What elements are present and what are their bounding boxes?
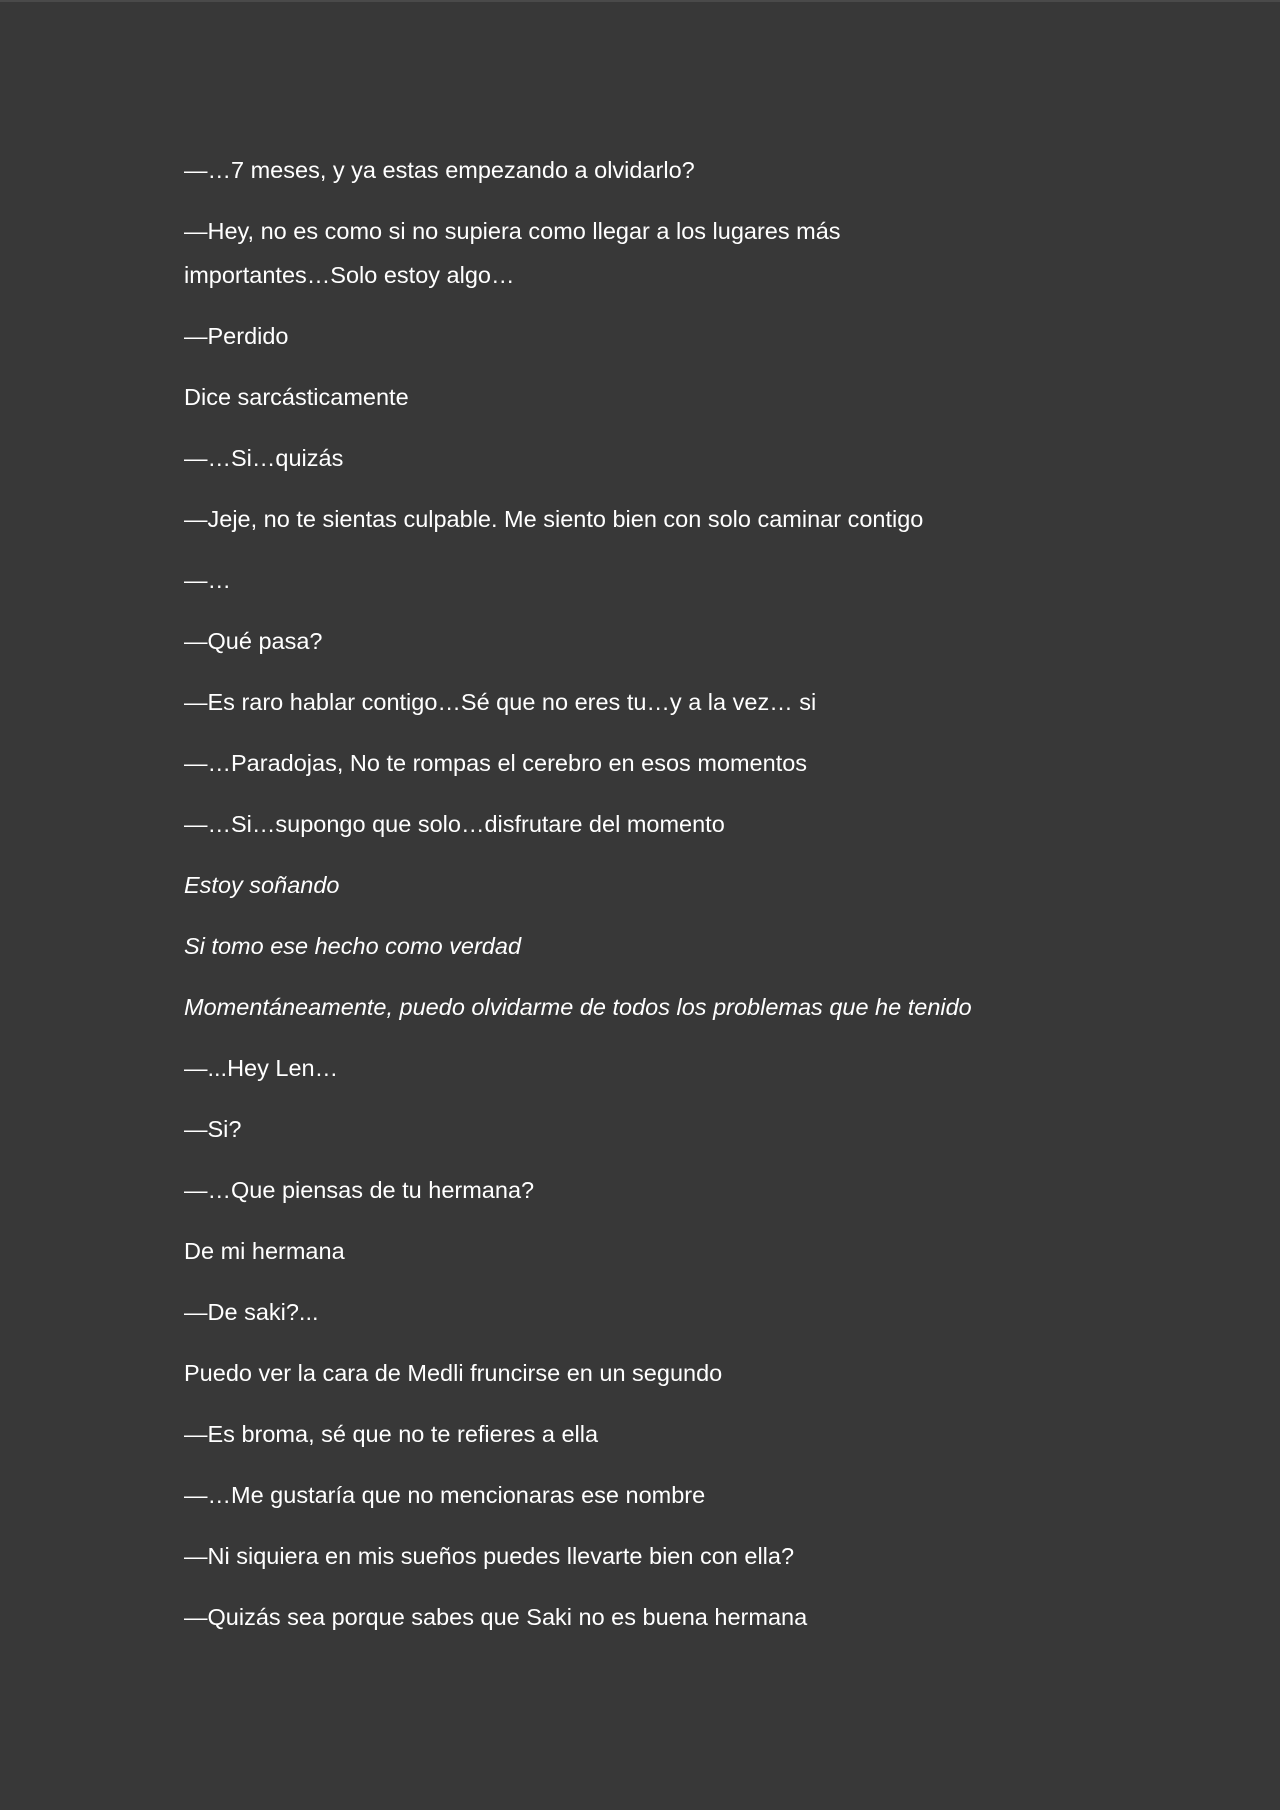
paragraph: —Hey, no es como si no supiera como llegar a los lugares más importantes…Solo estoy algo… — [184, 218, 848, 288]
paragraph: —Ni siquiera en mis sueños puedes llevarte bien con ella? — [184, 1543, 795, 1569]
paragraph: De mi hermana — [184, 1238, 345, 1264]
paragraph: —…Si…quizás — [184, 445, 344, 471]
italic-paragraph: Momentáneamente, puedo olvidarme de todos los problemas que he tenido — [184, 994, 972, 1020]
paragraph: —…Me gustaría que no mencionaras ese nombre — [184, 1482, 706, 1508]
paragraph: —Es broma, sé que no te refieres a ella — [184, 1421, 599, 1447]
paragraph: —Es raro hablar contigo…Sé que no eres tu…y a la vez… si — [184, 689, 817, 715]
paragraph: —Quizás sea porque sabes que Saki no es buena hermana — [184, 1604, 808, 1630]
paragraph: Dice sarcásticamente — [184, 384, 409, 410]
paragraph: —Jeje, no te sientas culpable. Me siento bien con solo caminar contigo — [184, 506, 924, 532]
paragraph: —…Que piensas de tu hermana? — [184, 1177, 535, 1203]
paragraph: —… — [184, 567, 231, 593]
italic-paragraph: Estoy soñando — [184, 872, 340, 898]
paragraph: —Qué pasa? — [184, 628, 323, 654]
paragraph: —…Paradojas, No te rompas el cerebro en esos momentos — [184, 750, 808, 776]
paragraph: —Perdido — [184, 323, 289, 349]
paragraph: —De saki?... — [184, 1299, 319, 1325]
paragraph: —Si? — [184, 1116, 242, 1142]
story-text-column — [184, 148, 1084, 1656]
paragraph: —...Hey Len… — [184, 1055, 339, 1081]
italic-paragraph: Si tomo ese hecho como verdad — [184, 933, 522, 959]
paragraph: —…7 meses, y ya estas empezando a olvidarlo? — [184, 157, 695, 183]
paragraph: Puedo ver la cara de Medli fruncirse en un segundo — [184, 1360, 723, 1386]
paragraph: —…Si…supongo que solo…disfrutare del momento — [184, 811, 725, 837]
